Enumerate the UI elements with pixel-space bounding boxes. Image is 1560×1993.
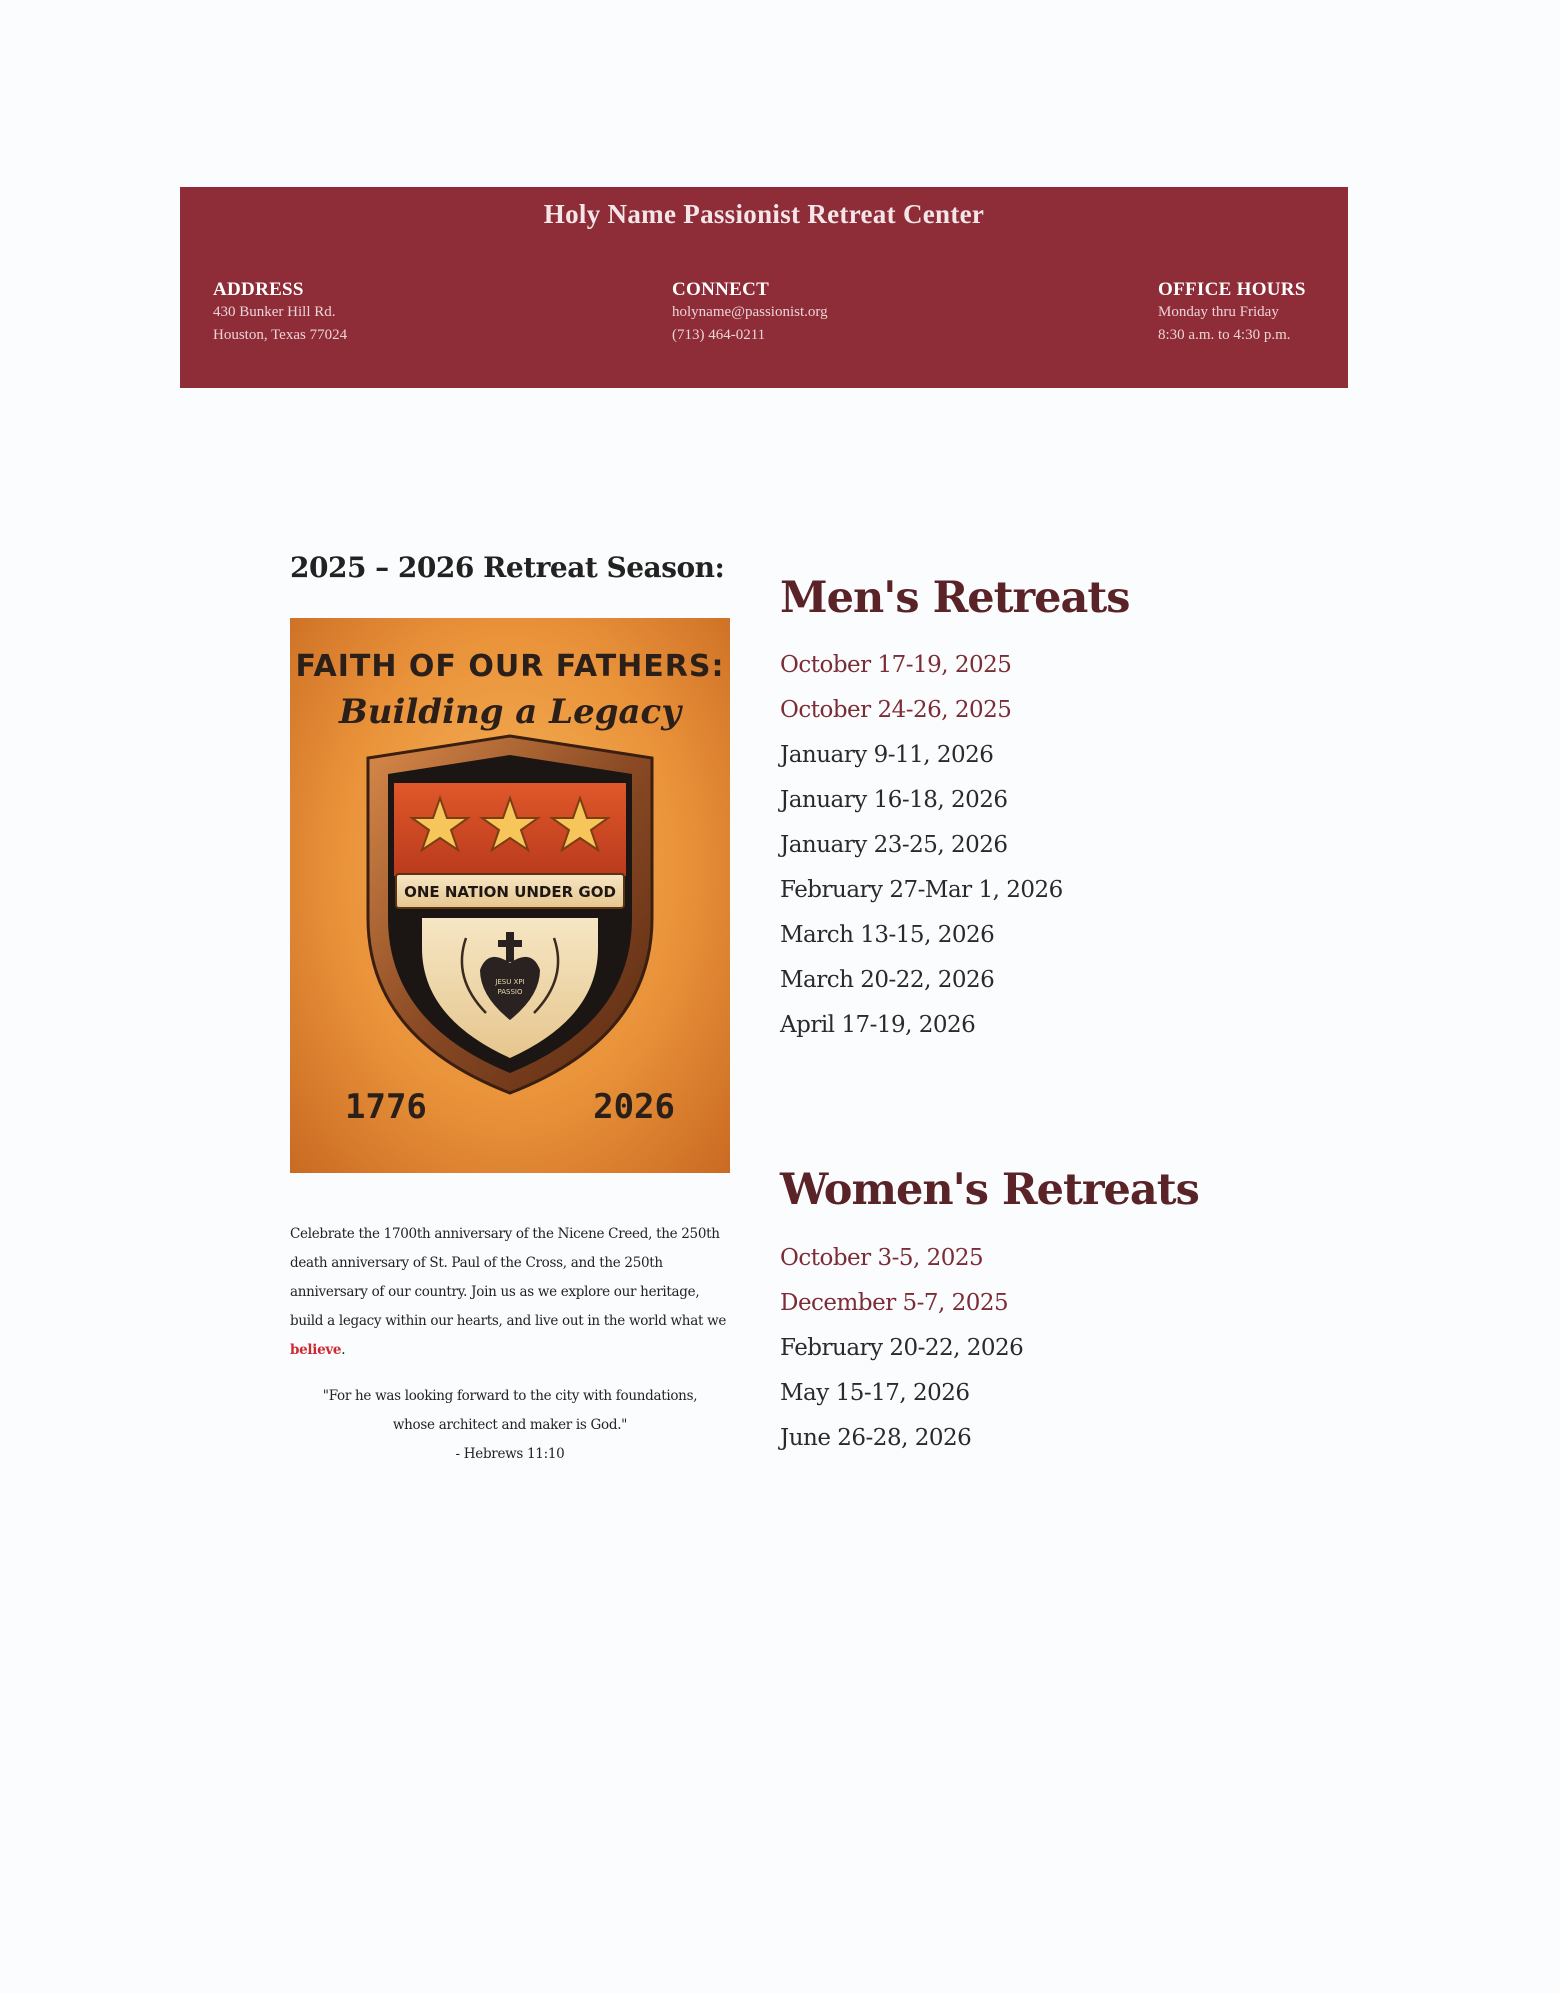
mens-date-item: January 23-25, 2026	[780, 832, 1008, 858]
emblem-text-1: JESU XPI	[495, 978, 525, 986]
mens-date-item: March 13-15, 2026	[780, 922, 995, 948]
mens-date-item: January 9-11, 2026	[780, 742, 994, 768]
office-hours-days: Monday thru Friday	[1158, 304, 1279, 320]
office-hours-heading: OFFICE HOURS	[1158, 279, 1306, 300]
poster-banner: ONE NATION UNDER GOD	[404, 883, 616, 901]
mens-date-item: April 17-19, 2026	[780, 1012, 976, 1038]
mens-date-item: January 16-18, 2026	[780, 787, 1008, 813]
description-text: Celebrate the 1700th anniversary of the Nicene Creed, the 250th death anniversary of St. Paul of the Cross, and the 250th anniversary of our country. Join us as we explore our heritage, build a legacy within our hearts, and live out in the world what we	[290, 1226, 727, 1329]
womens-date-item: December 5-7, 2025	[780, 1290, 1009, 1316]
womens-date-item: May 15-17, 2026	[780, 1380, 970, 1406]
office-hours-times: 8:30 a.m. to 4:30 p.m.	[1158, 327, 1291, 343]
mens-date-item: February 27-Mar 1, 2026	[780, 877, 1063, 903]
womens-retreat-dates	[780, 1236, 1023, 1461]
phone-number: (713) 464-0211	[672, 327, 766, 343]
emblem-text-2: PASSIO	[497, 988, 523, 996]
womens-retreats-heading: Women's Retreats	[780, 1165, 1199, 1215]
womens-date-item: June 26-28, 2026	[780, 1425, 972, 1451]
womens-date-item: February 20-22, 2026	[780, 1335, 1024, 1361]
quote-line-2: whose architect and maker is God."	[392, 1417, 628, 1433]
poster-line-2: Building a Legacy	[339, 692, 681, 732]
address-block	[213, 279, 347, 347]
season-title: 2025 – 2026 Retreat Season:	[290, 551, 725, 584]
mens-retreat-dates	[780, 643, 1063, 1048]
mens-date-item: October 17-19, 2025	[780, 652, 1012, 678]
season-description	[290, 1220, 730, 1365]
believe-highlight: believe	[290, 1342, 342, 1358]
header-banner	[180, 187, 1348, 388]
mens-date-item: March 20-22, 2026	[780, 967, 995, 993]
address-line-1: 430 Bunker Hill Rd.	[213, 304, 336, 320]
connect-block	[672, 279, 828, 347]
mens-date-item: October 24-26, 2025	[780, 697, 1012, 723]
poster-artwork	[290, 618, 730, 1173]
site-title: Holy Name Passionist Retreat Center	[543, 199, 985, 229]
email-link[interactable]: holyname@passionist.org	[672, 304, 828, 320]
quote-line-1: "For he was looking forward to the city with foundations,	[322, 1388, 698, 1404]
poster-year-end: 2026	[593, 1087, 675, 1127]
quote-citation: - Hebrews 11:10	[455, 1446, 565, 1462]
address-line-2: Houston, Texas 77024	[213, 327, 348, 343]
mens-retreats-heading: Men's Retreats	[780, 573, 1130, 623]
connect-heading: CONNECT	[672, 279, 770, 300]
retreat-poster	[290, 618, 730, 1173]
office-hours-block	[1158, 279, 1306, 347]
poster-line-1: FAITH OF OUR FATHERS:	[295, 649, 725, 684]
womens-date-item: October 3-5, 2025	[780, 1245, 984, 1271]
address-heading: ADDRESS	[213, 279, 304, 300]
scripture-quote	[290, 1382, 730, 1469]
description-end: .	[341, 1342, 346, 1358]
poster-year-start: 1776	[345, 1087, 427, 1127]
